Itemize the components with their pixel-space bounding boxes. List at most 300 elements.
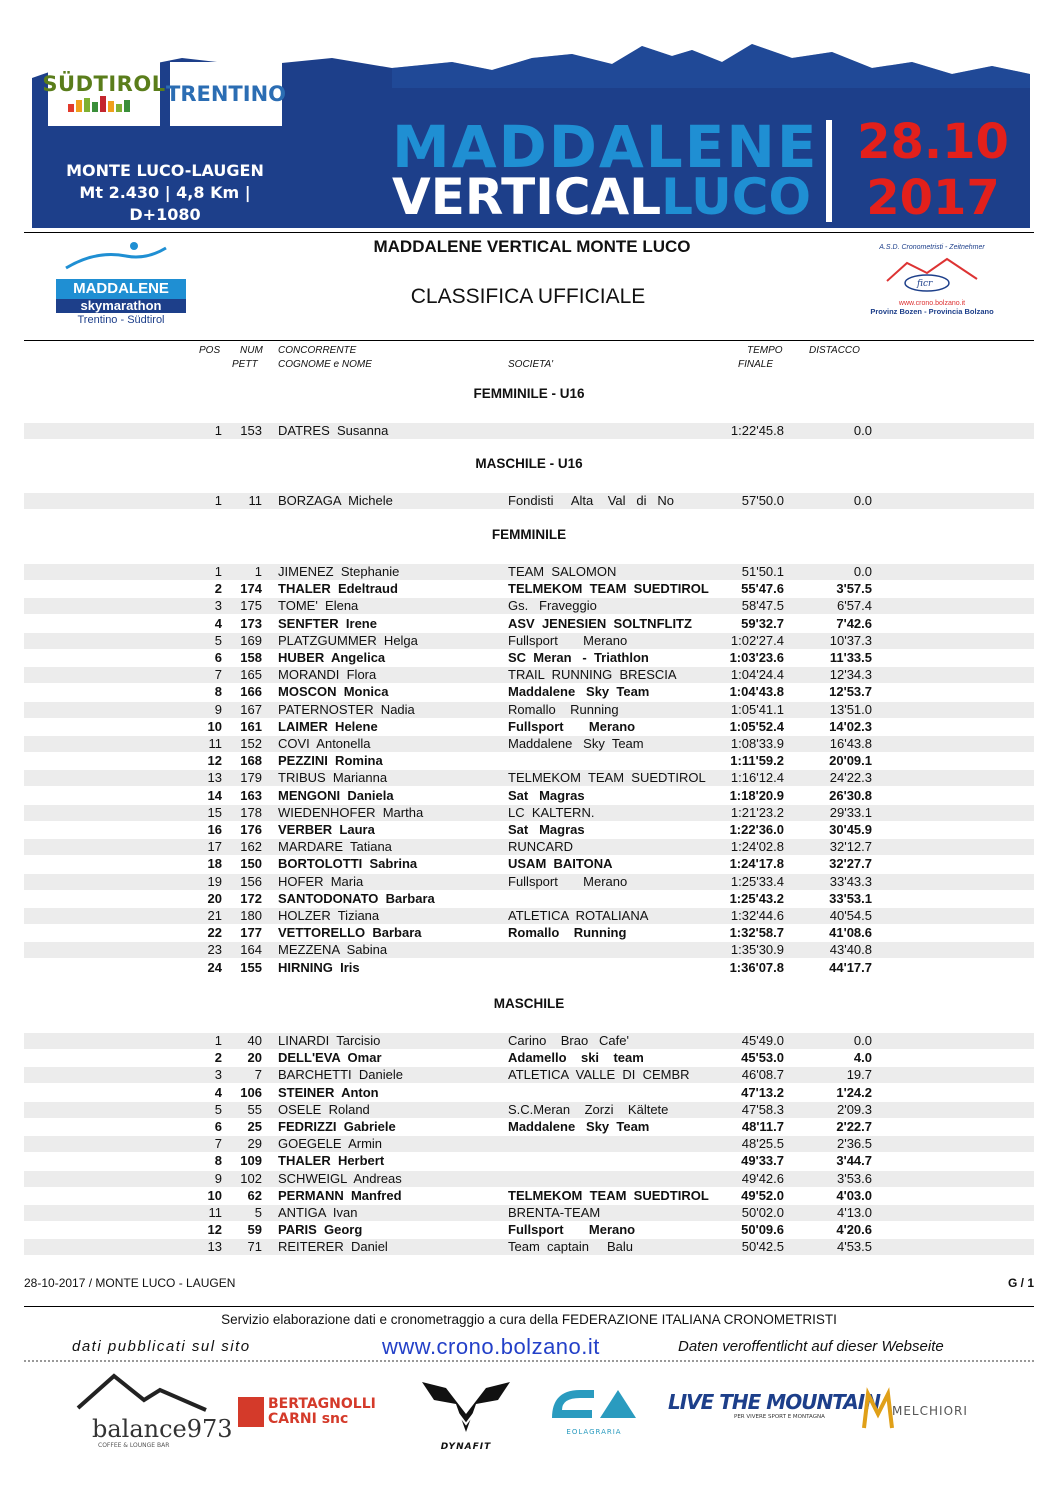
result-position: 2 [214, 1050, 222, 1066]
result-position: 13 [207, 1239, 222, 1255]
result-position: 6 [214, 650, 222, 665]
result-row [24, 684, 1034, 700]
result-athlete-name: DATRES Susanna [278, 423, 389, 438]
result-team: LC KALTERN. [508, 804, 595, 820]
header-top-rule [24, 232, 1034, 233]
result-gap: 40'54.5 [829, 908, 872, 923]
result-row [24, 493, 1034, 509]
result-bib-number: 152 [240, 736, 262, 751]
livemountain-text: LIVE THE MOUNTAIN [668, 1390, 880, 1414]
result-final-time: 1:36'07.8 [729, 959, 784, 975]
crono-logo-url-text: www.crono.bolzano.it [898, 300, 966, 307]
result-final-time: 45'53.0 [741, 1050, 784, 1066]
result-gap: 11'33.5 [829, 650, 872, 665]
result-gap: 3'53.6 [836, 1170, 872, 1186]
result-position: 1 [214, 1033, 222, 1048]
result-row [24, 908, 1034, 924]
result-position: 17 [207, 839, 222, 855]
result-final-time: 1:02'27.4 [730, 632, 784, 648]
result-bib-number: 162 [240, 839, 262, 855]
result-position: 10 [207, 718, 222, 734]
balance-logo-text: balance973 [92, 1415, 233, 1443]
result-bib-number: 11 [248, 493, 262, 508]
result-final-time: 1:32'58.7 [729, 925, 784, 941]
result-row [24, 925, 1034, 941]
result-row [24, 753, 1034, 769]
result-gap: 13'51.0 [829, 701, 872, 717]
result-gap: 29'33.1 [829, 804, 872, 820]
result-athlete-name: DELL'EVA Omar [278, 1050, 382, 1066]
result-athlete-name: ANTIGA Ivan [278, 1205, 358, 1220]
race-location [48, 160, 282, 226]
result-team: Carino Brao Cafe' [508, 1033, 629, 1048]
published-on-row [0, 1334, 1058, 1360]
result-position: 18 [207, 856, 222, 872]
result-bib-number: 156 [240, 873, 262, 889]
result-bib-number: 55 [247, 1101, 262, 1117]
result-final-time: 1:05'52.4 [729, 718, 784, 734]
result-gap: 7'42.6 [836, 615, 872, 631]
logo-skymarathon-text: skymarathon [56, 299, 186, 313]
bertagnolli-mark-icon [238, 1397, 264, 1427]
result-athlete-name: FEDRIZZI Gabriele [278, 1119, 396, 1134]
result-final-time: 45'49.0 [741, 1033, 784, 1048]
result-athlete-name: SANTODONATO Barbara [278, 890, 435, 906]
result-gap: 12'53.7 [829, 684, 872, 700]
banner-date-day: 28.10 [857, 114, 1009, 170]
result-gap: 0.0 [853, 423, 872, 438]
svg-text:ficr: ficr [917, 279, 933, 289]
result-bib-number: 5 [254, 1205, 262, 1220]
result-athlete-name: VETTORELLO Barbara [278, 925, 422, 941]
result-row [24, 1239, 1034, 1255]
result-final-time: 48'11.7 [741, 1119, 784, 1134]
result-gap: 16'43.8 [829, 736, 872, 751]
page-subtitle: CLASSIFICA UFFICIALE [410, 285, 646, 308]
result-bib-number: 59 [247, 1222, 262, 1238]
result-athlete-name: THALER Edeltraud [278, 581, 398, 597]
sudtirol-logo [42, 62, 166, 126]
result-athlete-name: PLATZGUMMER Helga [278, 632, 418, 648]
result-position: 4 [214, 615, 222, 631]
result-bib-number: 175 [240, 598, 262, 614]
result-position: 15 [207, 804, 222, 820]
result-athlete-name: LAIMER Helene [278, 718, 378, 734]
result-final-time: 1:05'41.1 [730, 701, 784, 717]
bertagnolli-name: BERTAGNOLLI [268, 1396, 376, 1412]
sudtirol-mark-icon [64, 96, 144, 112]
result-athlete-name: COVI Antonella [278, 736, 371, 751]
result-final-time: 1:08'33.9 [730, 736, 784, 751]
result-gap: 0.0 [853, 564, 872, 579]
trentino-logo-text: TRENTINO [166, 82, 286, 106]
result-row [24, 770, 1034, 786]
result-position: 1 [214, 423, 222, 438]
result-bib-number: 7 [254, 1067, 262, 1083]
result-gap: 6'57.4 [836, 598, 872, 614]
livemountain-subtext: PER VIVERE SPORT E MONTAGNA [734, 1414, 825, 1420]
result-position: 22 [207, 925, 222, 941]
dotted-separator [24, 1360, 1034, 1362]
result-row [24, 650, 1034, 666]
result-position: 11 [208, 1205, 222, 1220]
result-final-time: 1:18'20.9 [729, 787, 784, 803]
banner-date [848, 114, 1018, 226]
result-bib-number: 40 [247, 1033, 262, 1048]
eolagraria-logo-icon [546, 1384, 642, 1424]
col-head-cognome: COGNOME e NOME [278, 359, 372, 370]
result-position: 9 [214, 1170, 222, 1186]
result-position: 4 [214, 1084, 222, 1100]
result-athlete-name: STEINER Anton [278, 1084, 379, 1100]
result-final-time: 1:24'17.8 [729, 856, 784, 872]
result-position: 12 [207, 753, 222, 769]
result-bib-number: 176 [240, 822, 262, 837]
result-team: Adamello ski team [508, 1050, 644, 1066]
result-row [24, 1222, 1034, 1238]
result-bib-number: 180 [240, 908, 262, 923]
col-head-pett: PETT [232, 359, 258, 370]
logo-maddalene-text: MADDALENE [56, 279, 186, 299]
result-bib-number: 179 [240, 770, 262, 786]
result-athlete-name: LINARDI Tarcisio [278, 1033, 381, 1048]
result-athlete-name: BORTOLOTTI Sabrina [278, 856, 418, 872]
result-row [24, 1085, 1034, 1101]
result-row [24, 423, 1034, 439]
result-bib-number: 167 [240, 701, 262, 717]
dynafit-snow-leopard-icon [416, 1374, 516, 1438]
result-athlete-name: BORZAGA Michele [278, 493, 393, 508]
crono-logo-bottom-text: Provinz Bozen - Provincia Bolzano [870, 307, 994, 316]
result-row [24, 856, 1034, 872]
result-bib-number: 168 [240, 753, 262, 769]
sponsor-dynafit [414, 1374, 518, 1458]
result-gap: 19.7 [846, 1067, 872, 1083]
banner-divider [826, 120, 832, 222]
result-row [24, 874, 1034, 890]
result-row [24, 581, 1034, 597]
col-head-num: NUM [240, 345, 263, 356]
result-row [24, 805, 1034, 821]
result-athlete-name: VERBER Laura [278, 822, 375, 837]
result-final-time: 1:21'23.2 [730, 804, 784, 820]
banner-title-vertical: VERTICAL [392, 168, 662, 226]
result-bib-number: 102 [240, 1170, 262, 1186]
result-team: Team captain Balu [508, 1239, 634, 1255]
result-gap: 2'22.7 [836, 1119, 872, 1134]
col-head-distacco: DISTACCO [809, 345, 860, 356]
result-final-time: 1:25'43.2 [729, 890, 784, 906]
col-head-pos: POS [199, 345, 221, 356]
result-gap: 20'09.1 [829, 753, 872, 769]
result-row [24, 942, 1034, 958]
result-team: BRENTA-TEAM [508, 1205, 601, 1220]
result-bib-number: 169 [240, 632, 262, 648]
result-position: 8 [214, 684, 222, 700]
result-athlete-name: HIRNING Iris [278, 959, 360, 975]
result-team: S.C.Meran Zorzi Kältete [508, 1101, 669, 1117]
result-position: 5 [214, 1101, 222, 1117]
result-final-time: 50'02.0 [741, 1205, 784, 1220]
timing-service-note: Servizio elaborazione dati e cronometraggio a cura della FEDERAZIONE ITALIANA CRONOMETRISTI [221, 1312, 837, 1327]
result-final-time: 1:32'44.6 [730, 908, 784, 923]
col-head-concorrente: CONCORRENTE [278, 345, 357, 356]
result-final-time: 1:24'02.8 [730, 839, 784, 855]
result-row [24, 1050, 1034, 1066]
result-row [24, 891, 1034, 907]
result-bib-number: 174 [240, 581, 262, 597]
result-bib-number: 71 [247, 1239, 262, 1255]
result-gap: 4'03.0 [836, 1187, 872, 1203]
published-url-link[interactable]: www.crono.bolzano.it [382, 1334, 600, 1359]
result-gap: 33'53.1 [829, 890, 872, 906]
result-final-time: 1:35'30.9 [730, 942, 784, 958]
result-team: USAM BAITONA [508, 856, 613, 872]
result-position: 19 [207, 873, 222, 889]
published-label-de: Daten veroffentlicht auf dieser Webseite [678, 1338, 944, 1355]
balance-logo-subtext: COFFEE & LOUNGE BAR [98, 1442, 170, 1449]
result-athlete-name: HUBER Angelica [278, 650, 386, 665]
result-bib-number: 165 [240, 667, 262, 683]
result-gap: 24'22.3 [829, 770, 872, 786]
result-team: SC Meran - Triathlon [508, 650, 649, 665]
result-gap: 10'37.3 [829, 632, 872, 648]
result-position: 24 [207, 959, 222, 975]
result-row [24, 1136, 1034, 1152]
result-team: Fullsport Merano [508, 718, 636, 734]
result-row [24, 788, 1034, 804]
result-team: Fullsport Merano [508, 873, 628, 889]
result-athlete-name: PATERNOSTER Nadia [278, 701, 415, 717]
result-team: TRAIL RUNNING BRESCIA [508, 667, 677, 683]
result-team: Romallo Running [508, 925, 627, 941]
result-gap: 2'36.5 [836, 1136, 872, 1152]
result-athlete-name: SCHWEIGL Andreas [278, 1170, 402, 1186]
result-athlete-name: HOFER Maria [278, 873, 364, 889]
result-bib-number: 1 [254, 564, 262, 579]
page-title: MADDALENE VERTICAL MONTE LUCO [373, 237, 691, 256]
result-team: TELMEKOM TEAM SUEDTIROL [508, 1187, 709, 1203]
result-athlete-name: PERMANN Manfred [278, 1187, 402, 1203]
result-gap: 41'08.6 [829, 925, 872, 941]
result-position: 10 [207, 1187, 222, 1203]
section-title: MASCHILE [493, 996, 565, 1011]
sponsor-balance973 [74, 1372, 233, 1452]
eolagraria-text: EOLAGRARIA [566, 1428, 622, 1436]
banner-title-line2 [392, 168, 811, 226]
sudtirol-logo-text: SÜDTIROL [42, 71, 166, 96]
result-final-time: 1:04'43.8 [729, 684, 784, 700]
result-team: Maddalene Sky Team [508, 736, 644, 751]
result-team: TELMEKOM TEAM SUEDTIROL [508, 770, 706, 786]
result-final-time: 55'47.6 [741, 581, 784, 597]
sponsor-livethemountain [668, 1390, 880, 1436]
result-row [24, 1102, 1034, 1118]
result-position: 13 [207, 770, 222, 786]
result-team: Sat Magras [508, 822, 585, 837]
result-final-time: 1:04'24.4 [730, 667, 784, 683]
result-team: TEAM SALOMON [508, 564, 617, 579]
col-head-tempo: TEMPO [747, 345, 783, 356]
result-position: 7 [214, 667, 222, 683]
result-position: 6 [214, 1119, 222, 1134]
result-gap: 43'40.8 [829, 942, 872, 958]
result-team: Fullsport Merano [508, 632, 628, 648]
result-final-time: 1:03'23.6 [729, 650, 784, 665]
result-position: 21 [207, 908, 222, 923]
result-row [24, 719, 1034, 735]
section-title: FEMMINILE - U16 [473, 386, 585, 401]
result-bib-number: 109 [240, 1153, 262, 1169]
banner-title-luco: LUCO [661, 168, 811, 226]
result-team: ASV JENESIEN SOLTNFLITZ [508, 615, 692, 631]
result-athlete-name: JIMENEZ Stephanie [278, 564, 400, 579]
result-bib-number: 163 [240, 787, 262, 803]
result-gap: 32'12.7 [829, 839, 872, 855]
result-athlete-name: TRIBUS Marianna [278, 770, 388, 786]
result-team: RUNCARD [508, 839, 573, 855]
result-athlete-name: BARCHETTI Daniele [278, 1067, 403, 1083]
result-row [24, 1205, 1034, 1221]
result-row [24, 822, 1034, 838]
result-row [24, 667, 1034, 683]
result-row [24, 616, 1034, 632]
result-bib-number: 158 [240, 650, 262, 665]
result-final-time: 1:11'59.2 [730, 753, 784, 769]
result-gap: 33'43.3 [829, 873, 872, 889]
bertagnolli-sub: CARNI snc [268, 1411, 349, 1427]
result-final-time: 58'47.5 [741, 598, 784, 614]
result-bib-number: 106 [240, 1084, 262, 1100]
balance-mountain-icon [74, 1372, 214, 1412]
result-bib-number: 155 [240, 959, 262, 975]
result-row [24, 633, 1034, 649]
header-bottom-rule [24, 340, 1034, 341]
result-final-time: 1:25'33.4 [730, 873, 784, 889]
result-athlete-name: MOSCON Monica [278, 684, 389, 700]
result-final-time: 50'42.5 [741, 1239, 784, 1255]
result-gap: 4.0 [853, 1050, 872, 1066]
result-athlete-name: MARDARE Tatiana [278, 839, 392, 855]
result-gap: 14'02.3 [829, 718, 872, 734]
result-final-time: 49'52.0 [741, 1187, 784, 1203]
result-bib-number: 166 [240, 684, 262, 700]
result-final-time: 46'08.7 [741, 1067, 784, 1083]
result-gap: 1'24.2 [836, 1084, 872, 1100]
melchiori-text: MELCHIORI [892, 1404, 968, 1418]
result-row [24, 598, 1034, 614]
sponsor-eolagraria [544, 1384, 644, 1440]
footer-rule [24, 1306, 1034, 1307]
result-row [24, 1119, 1034, 1135]
result-bib-number: 150 [240, 856, 262, 872]
section-title: MASCHILE - U16 [475, 456, 583, 471]
result-position: 1 [214, 564, 222, 579]
result-row [24, 960, 1034, 976]
result-final-time: 1:22'45.8 [730, 423, 784, 438]
result-final-time: 49'42.6 [741, 1170, 784, 1186]
result-athlete-name: WIEDENHOFER Martha [278, 804, 424, 820]
result-row [24, 839, 1034, 855]
result-position: 3 [214, 598, 222, 614]
result-gap: 4'20.6 [836, 1222, 872, 1238]
result-position: 14 [207, 787, 222, 803]
result-athlete-name: PEZZINI Romina [278, 753, 383, 769]
result-athlete-name: PARIS Georg [278, 1222, 363, 1238]
result-bib-number: 173 [240, 615, 262, 631]
crono-bolzano-logo [862, 244, 1002, 320]
col-head-societa: SOCIETA' [508, 359, 554, 370]
result-athlete-name: HOLZER Tiziana [278, 908, 380, 923]
result-bib-number: 62 [247, 1187, 262, 1203]
result-final-time: 47'13.2 [741, 1084, 784, 1100]
result-team: Fullsport Merano [508, 1222, 636, 1238]
footer-date-place: 28-10-2017 / MONTE LUCO - LAUGEN [24, 1276, 236, 1290]
result-bib-number: 153 [240, 423, 262, 438]
result-athlete-name: MEZZENA Sabina [278, 942, 388, 958]
result-bib-number: 178 [240, 804, 262, 820]
result-team: Sat Magras [508, 787, 585, 803]
result-position: 11 [208, 736, 222, 751]
result-team: Gs. Fraveggio [508, 598, 597, 614]
result-position: 2 [214, 581, 222, 597]
result-position: 8 [214, 1153, 222, 1169]
result-position: 7 [214, 1136, 222, 1152]
col-head-finale: FINALE [738, 359, 774, 370]
result-athlete-name: GOEGELE Armin [278, 1136, 383, 1152]
result-final-time: 51'50.1 [741, 564, 784, 579]
result-bib-number: 161 [240, 718, 262, 734]
result-position: 5 [214, 632, 222, 648]
crono-logo-top-text: A.S.D. Cronometristi - Zeitnehmer [879, 244, 985, 251]
result-final-time: 48'25.5 [741, 1136, 784, 1152]
result-athlete-name: REITERER Daniel [278, 1239, 388, 1255]
result-gap: 30'45.9 [829, 822, 872, 837]
race-location-name: MONTE LUCO-LAUGEN [66, 161, 264, 180]
result-bib-number: 164 [240, 942, 262, 958]
footer-page-number: G / 1 [1007, 1276, 1034, 1290]
result-athlete-name: SENFTER Irene [278, 615, 377, 631]
trentino-logo [166, 62, 286, 126]
result-athlete-name: OSELE Roland [278, 1101, 370, 1117]
result-row [24, 1188, 1034, 1204]
race-location-stats: Mt 2.430 | 4,8 Km | D+1080 [79, 183, 251, 224]
dynafit-text: DYNAFIT [440, 1442, 492, 1452]
result-gap: 26'30.8 [829, 787, 872, 803]
result-row [24, 564, 1034, 580]
result-final-time: 1:22'36.0 [729, 822, 784, 837]
result-row [24, 1067, 1034, 1083]
result-row [24, 1033, 1034, 1049]
crono-house-icon [877, 251, 987, 295]
result-position: 23 [207, 942, 222, 958]
result-position: 1 [214, 493, 222, 508]
result-bib-number: 29 [247, 1136, 262, 1152]
logo-region-text: Trentino - Südtirol [77, 314, 165, 326]
section-title: FEMMINILE [491, 527, 567, 542]
result-gap: 4'53.5 [836, 1239, 872, 1255]
result-row [24, 1153, 1034, 1169]
result-gap: 2'09.3 [836, 1101, 872, 1117]
result-athlete-name: TOME' Elena [278, 598, 359, 614]
result-gap: 44'17.7 [829, 959, 872, 975]
result-row [24, 736, 1034, 752]
sponsor-melchiori [858, 1380, 998, 1440]
result-gap: 0.0 [853, 1033, 872, 1048]
result-gap: 0.0 [853, 493, 872, 508]
result-final-time: 57'50.0 [741, 493, 784, 508]
result-final-time: 50'09.6 [741, 1222, 784, 1238]
